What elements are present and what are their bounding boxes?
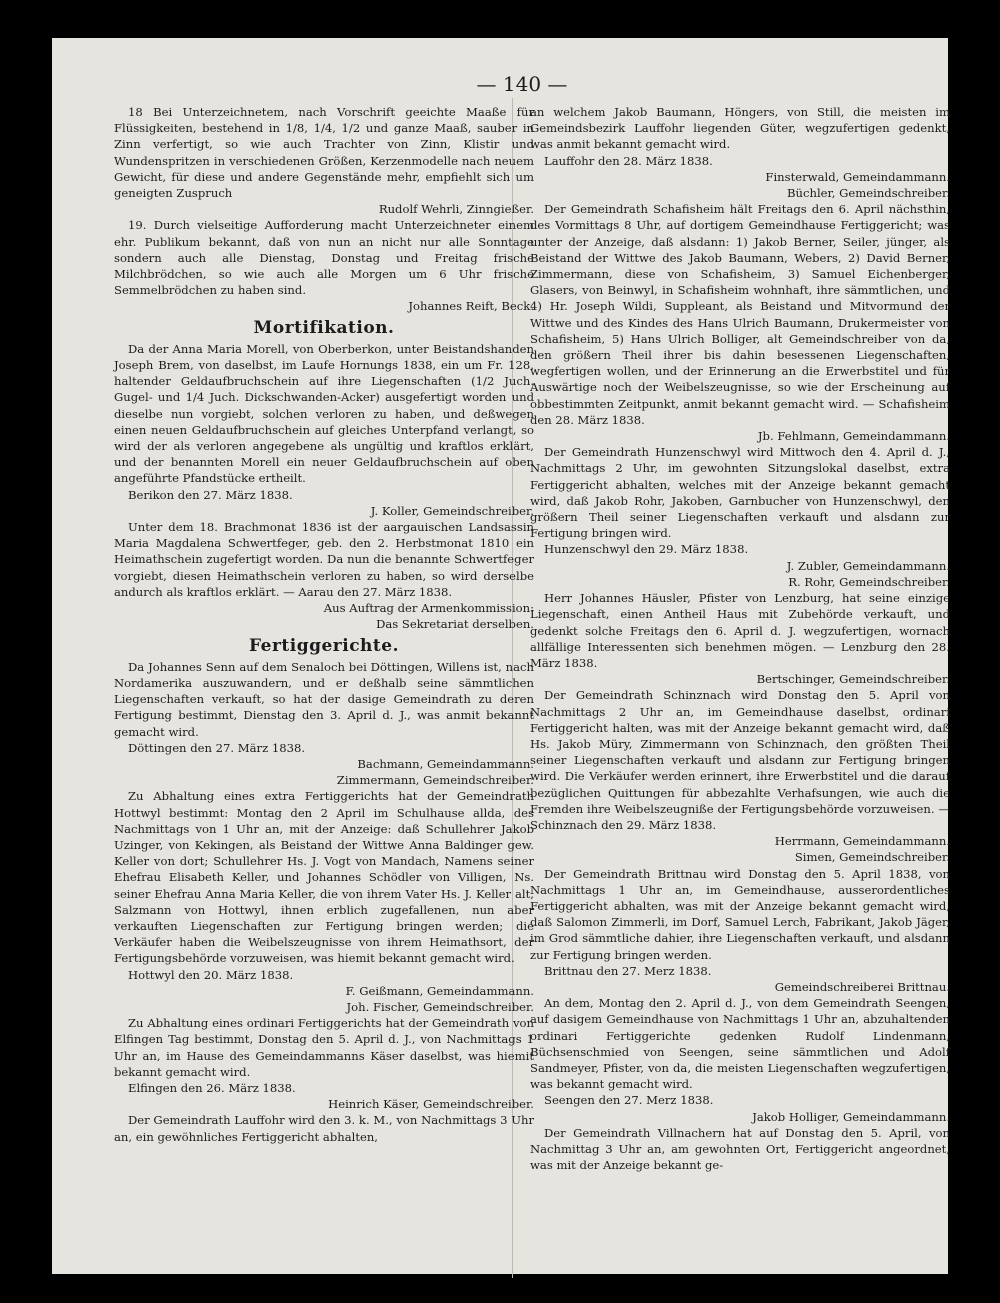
fertiggericht-notice-brittnau: Der Gemeindrath Brittnau wird Donstag den 5. April 1838, von Nachmittags 1 Uhr an, im Gemeindhause, ausserordentliches Fertiggericht abhalten, was mit der Anzeige bekannt gemacht wird, daß Salomon Zimmerli, im Dorf, Samuel Lerch, Fabrikant, Jakob Jäger, im Grod sämmtliche dahier, ihre Liegenschaften verkauft, und alsdann zur Fertigung bringen werden.	[530, 866, 950, 962]
fertiggericht-notice-hottwyl-signature-2: Joh. Fischer, Gemeindschreiber.	[346, 999, 534, 1014]
newspaper-page	[52, 38, 948, 1274]
fertiggericht-notice-schafisheim: Der Gemeindrath Schafisheim hält Freitags den 6. April nächsthin, des Vormittags 8 Uhr, auf dortigem Gemeindhause Fertiggericht; was unter der Anzeige, daß alsdann: 1) Jakob Berner, Seiler, jünger, als Beistand der Wittwe des Jakob Baumann, Webers, 2) David Berner, Zimmermann, diese von Schafisheim, 3) Samuel Eichenberger, Glasers, von Beinwyl, in Schafisheim wohnhaft, ihre sämmtlichen, und 4) Hr. Joseph Wildi, Suppleant, als Beistand und Mitvormund der Wittwe und des Kindes des Hans Ulrich Baumann, Drukermeister von Schafisheim, 5) Hans Ulrich Bolliger, alt Gemeindschreiber von da, den größern Theil ihrer bis dahin besessenen Liegenschaften, wegfertigen wollen, und der Erinnerung an die Erwerbstitel und für Auswärtige noch der Weibelszeugnisse, so wie der Erscheinung auf obbestimmten Zeitpunkt, anmit bekannt gemacht wird. — Schafisheim den 28. März 1838.	[530, 202, 950, 427]
mortifikation-notice-2: Unter dem 18. Brachmonat 1836 ist der aargauischen Landsassin Maria Magdalena Schwertfeger, geb. den 2. Herbstmonat 1810 ein Heimathschein zugefertigt worden. Da nun die benannte Schwertfeger vorgiebt, diesen Heimathschein verloren zu haben, so wird derselbe andurch als kraftlos erklärt. — Aarau den 27. März 1838.	[114, 520, 534, 599]
page-number: — 140 —	[476, 72, 568, 96]
ad-18-signature: Rudolf Wehrli, Zinngießer.	[378, 202, 534, 217]
fertiggericht-notice-lauffohr: Der Gemeindrath Lauffohr wird den 3. k. M., von Nachmittags 3 Uhr an, ein gewöhnliches Fertiggericht abhalten,	[114, 1113, 534, 1144]
mortifikation-notice-1: Da der Anna Maria Morell, von Oberberkon, unter Beistandshanden Joseph Brem, von daselbst, im Laufe Hornungs 1838, ein um Fr. 128. haltender Geldaufbruchschein auf ihre Liegenschaften (1/2 Juch. Gugel- und 1/4 Juch. Dickschwanden-Acker) ausgefertigt worden und dieselbe nun vorgiebt, solchen verloren zu haben, und deßwegen einen neuen Geldaufbruchschein auf gleiches Unterpfand verlangt, so wird der als verloren angegebene als ungültig und kraftlos erklärt, und der benannten Morell ein neuer Geldaufbruchschein auf oben angeführte Pfandstücke ertheilt.	[114, 341, 534, 486]
fertiggericht-notice-hunzenschwyl: Der Gemeindrath Hunzenschwyl wird Mittwoch den 4. April d. J., Nachmittags 2 Uhr, im gewohnten Sitzungslokal daselbst, extra Fertiggericht abhalten, welches mit der Anzeige bekannt gemacht wird, daß Jakob Rohr, Jakoben, Garnbucher von Hunzenschwyl, den größern Theil seiner Liegenschaften verkauft und alsdann zur Fertigung bringen wird.	[530, 445, 950, 541]
right-column	[530, 104, 950, 1173]
fertiggericht-notice-schinznach-signature-2: Simen, Gemeindschreiber.	[794, 850, 950, 865]
fertiggericht-notice-doettingen-date: Döttingen den 27. März 1838.	[128, 740, 306, 755]
mortifikation-notice-1-signature: J. Koller, Gemeindschreiber.	[370, 503, 534, 518]
fertiggericht-notice-hunzenschwyl-signature-1: J. Zubler, Gemeindammann.	[786, 558, 950, 573]
fertiggericht-notice-lenzburg: Herr Johannes Häusler, Pfister von Lenzburg, hat seine einzige Liegenschaft, einen Antheil Haus mit Zubehörde verkauft, und gedenkt solche Freitags den 6. April d. J. wegzufertigen, wornach allfällige Interessenten sich benehmen mögen. — Lenzburg den 28. März 1838.	[530, 591, 950, 670]
section-heading-fertiggerichte: Fertiggerichte.	[248, 635, 400, 656]
fertiggericht-notice-doettingen-signature-2: Zimmermann, Gemeindschreiber.	[336, 773, 534, 788]
fertiggericht-notice-brittnau-signature: Gemeindschreiberei Brittnau.	[774, 979, 950, 994]
left-column	[114, 104, 534, 1145]
fertiggericht-notice-schinznach-signature-1: Herrmann, Gemeindammann.	[774, 834, 950, 849]
ad-19-paragraph: 19. Durch vielseitige Aufforderung macht Unterzeichneter einem ehr. Publikum bekannt, daß von nun an nicht nur alle Sonntage sondern auch alle Dienstag, Donstag und Freitag frische Milchbrödchen, so wie auch alle Morgen um 6 Uhr frische Semmelbrödchen zu haben sind.	[114, 218, 534, 298]
fertiggericht-notice-elfingen-date: Elfingen den 26. März 1838.	[128, 1080, 296, 1095]
ad-19-signature: Johannes Reift, Beck.	[408, 299, 534, 314]
fertiggericht-notice-hottwyl-date: Hottwyl den 20. März 1838.	[128, 967, 294, 982]
fertiggericht-notice-villnachern: Der Gemeindrath Villnachern hat auf Donstag den 5. April, von Nachmittag 3 Uhr an, am gewohnten Ort, Fertiggericht angeordnet, was mit der Anzeige bekannt ge-	[530, 1125, 950, 1173]
fertiggericht-notice-seengen: An dem, Montag den 2. April d. J., von dem Gemeindrath Seengen, auf dasigem Gemeindhause von Nachmittags 1 Uhr an, abzuhaltenden ordinari Fertiggerichte gedenken Rudolf Lindenmann, Büchsenschmied von Seengen, seine sämmtlichen und Adolf Sandmeyer, Pfister, von da, die meisten Liegenschaften wegzufertigen, was bekannt gemacht wird.	[530, 996, 950, 1092]
fertiggericht-notice-hunzenschwyl-signature-2: R. Rohr, Gemeindschreiber.	[788, 574, 950, 589]
fertiggericht-notice-lenzburg-signature: Bertschinger, Gemeindschreiber.	[756, 672, 950, 687]
section-heading-mortifikation: Mortifikation.	[253, 317, 395, 338]
fertiggericht-notice-doettingen: Da Johannes Senn auf dem Senaloch bei Döttingen, Willens ist, nach Nordamerika auszuwandern, und er deßhalb seine sämmtlichen Liegenschaften verkauft, so hat der dasige Gemeindrath zu deren Fertigung bestimmt, Dienstag den 3. April d. J., was anmit bekannt gemacht wird.	[114, 659, 534, 739]
fertiggericht-notice-elfingen-signature: Heinrich Käser, Gemeindschreiber.	[328, 1097, 534, 1112]
fertiggericht-notice-hunzenschwyl-date: Hunzenschwyl den 29. März 1838.	[544, 542, 749, 557]
fertiggericht-notice-lauffohr-signature-2: Büchler, Gemeindschreiber.	[787, 186, 950, 201]
fertiggericht-notice-hottwyl-signature-1: F. Geißmann, Gemeindammann.	[345, 983, 534, 998]
fertiggericht-notice-lauffohr-date: Lauffohr den 28. März 1838.	[544, 153, 713, 168]
ad-18-paragraph: 18 Bei Unterzeichnetem, nach Vorschrift geeichte Maaße für Flüssigkeiten, bestehend in 1/8, 1/4, 1/2 und ganze Maaß, sauber in Zinn verfertigt, so wie auch Trachter von Zinn, Klistir und Wundenspritzen in verschiedenen Größen, Kerzenmodelle nach neuem Gewicht, für diese und andere Gegenstände mehr, empfiehlt sich um geneigten Zuspruch	[114, 105, 534, 201]
fertiggericht-notice-schafisheim-signature: Jb. Fehlmann, Gemeindammann.	[757, 429, 950, 444]
fertiggericht-notice-doettingen-signature-1: Bachmann, Gemeindammann.	[357, 756, 534, 771]
fertiggericht-notice-seengen-date: Seengen den 27. Merz 1838.	[544, 1093, 714, 1108]
fertiggericht-notice-hottwyl: Zu Abhaltung eines extra Fertiggerichts hat der Gemeindrath Hottwyl bestimmt: Montag den 2 April im Schulhause allda, des Nachmittags von 1 Uhr an, mit der Anzeige: daß Schullehrer Jakob Uzinger, von Kekingen, als Beistand der Wittwe Anna Baldinger gew. Keller von dort; Schullehrer Hs. J. Vogt von Mandach, Namens seiner Ehefrau Elisabeth Keller, und Johannes Schödler von Villigen, Ns. seiner Ehefrau Anna Maria Keller, die von ihrem Vater Hs. J. Keller alt, Salzmann von Hottwyl, ihnen erblich zugefallenen, nun aber verkauften Liegenschaften zur Fertigung bringen werden; die Verkäufer haben die Weibelszeugnisse von ihrem Heimathsort, der Fertigungsbehörde vorzuweisen, was hiemit bekannt gemacht wird.	[114, 789, 534, 966]
fertiggericht-notice-schinznach: Der Gemeindrath Schinznach wird Donstag den 5. April von Nachmittags 2 Uhr an, im Gemeindhause daselbst, ordinari Fertiggericht halten, was mit der Anzeige bekannt gemacht wird, daß Hs. Jakob Müry, Zimmermann von Schinznach, den größten Theil seiner Liegenschaften verkauft und alsdann zur Fertigung bringen wird. Die Verkäufer werden erinnert, ihre Erwerbstitel und die darauf bezüglichen Quittungen für abbezahlte Verhafsungen, wie auch die Fremden ihre Weibelszeugniße der Fertigungsbehörde vorzuweisen. — Schinznach den 29. März 1838.	[530, 688, 950, 832]
fertiggericht-notice-lauffohr-continued: an welchem Jakob Baumann, Höngers, von Still, die meisten im Gemeindsbezirk Lauffohr liegenden Güter, wegzufertigen gedenkt, was anmit bekannt gemacht wird.	[530, 105, 950, 152]
mortifikation-notice-1-date: Berikon den 27. März 1838.	[128, 487, 293, 502]
fertiggericht-notice-brittnau-date: Brittnau den 27. Merz 1838.	[544, 963, 712, 978]
fertiggericht-notice-seengen-signature: Jakob Holliger, Gemeindammann.	[752, 1109, 950, 1124]
fertiggericht-notice-lauffohr-signature-1: Finsterwald, Gemeindammann.	[765, 169, 950, 184]
fertiggericht-notice-elfingen: Zu Abhaltung eines ordinari Fertiggerichts hat der Gemeindrath von Elfingen Tag bestimmt, Donstag den 5. April d. J., von Nachmittags 1 Uhr an, im Hause des Gemeindammanns Käser daselbst, was hiemit bekannt gemacht wird.	[114, 1016, 534, 1079]
mortifikation-notice-2-signature-line-1: Aus Auftrag der Armenkommission:	[323, 601, 534, 616]
mortifikation-notice-2-signature-line-2: Das Sekretariat derselben.	[376, 617, 534, 632]
